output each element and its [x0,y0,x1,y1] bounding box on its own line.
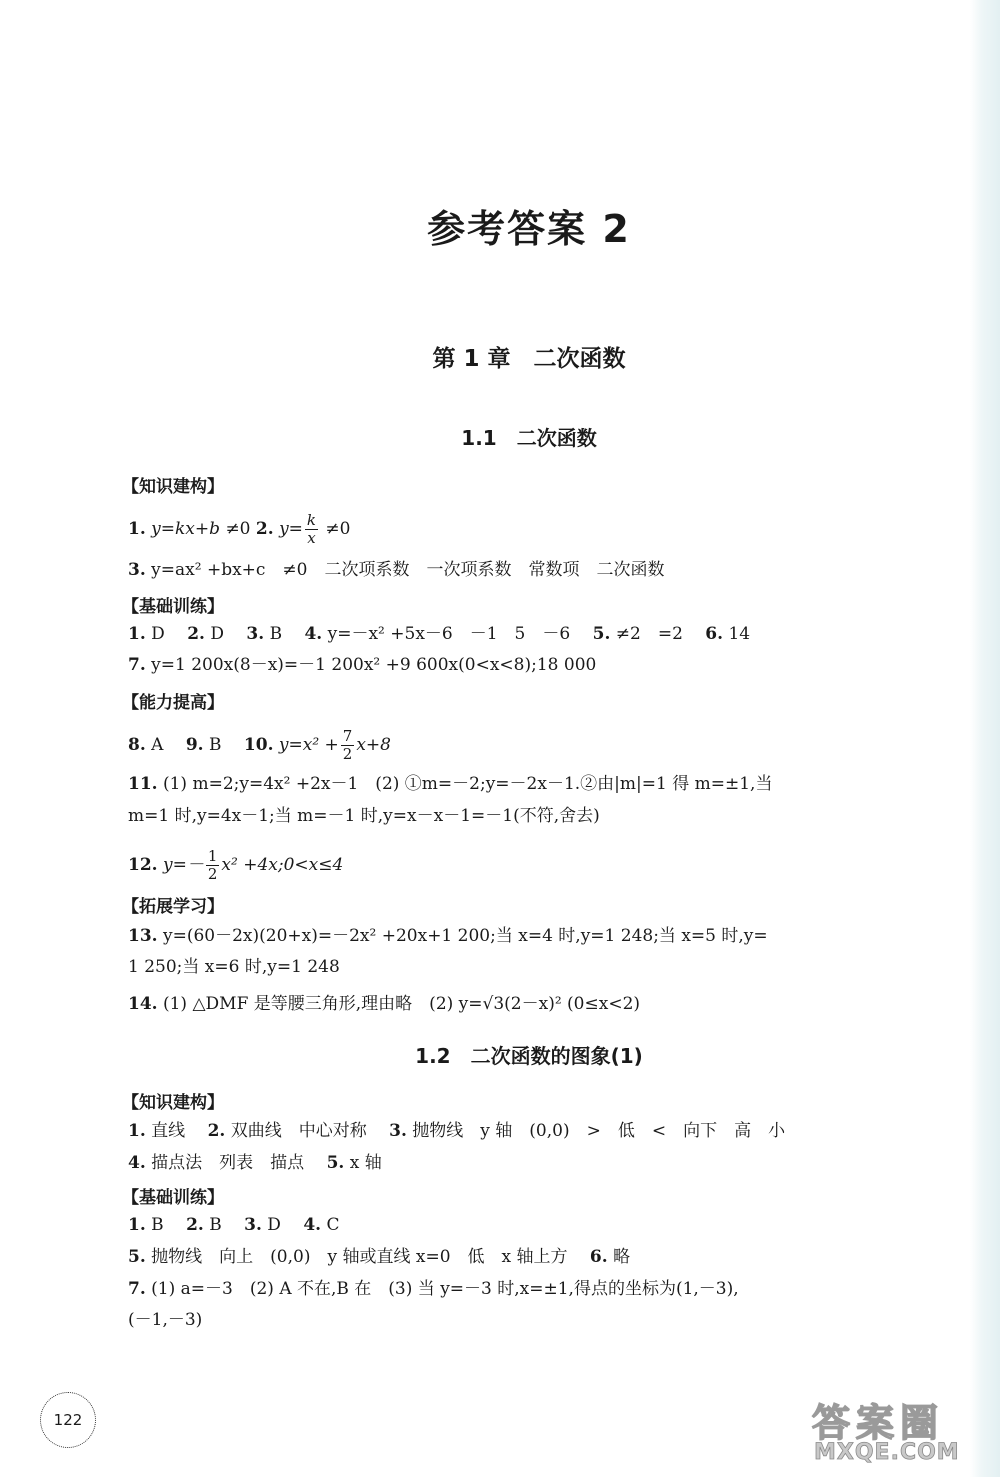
item-number: 3. [389,1121,407,1141]
page-title: 参考答案 2 [427,207,631,251]
tag-knowledge: 【知识建构】 [122,477,224,497]
item-number: 4. [303,1215,322,1235]
watermark-text: 答案圈 [812,1401,945,1445]
answer-text: (1) m=2;y=4x² +2x－1 (2) ①m=－2;y=－2x－1.②由|m|=1 得 m=±1,当 [162,774,773,794]
item-number: 6. [589,1247,608,1267]
fraction [341,728,355,763]
answer-line [128,622,938,646]
answer-text: 抛物线 向上 (0,0) y 轴或直线 x=0 低 x 轴上方 [151,1247,585,1267]
item-number: 7. [128,1279,146,1299]
answer-line [128,1213,938,1237]
answer-line [128,728,938,763]
answer-text: D [210,624,241,644]
answer-line [128,848,938,883]
denominator: 2 [207,865,218,883]
item-number: 3. [128,560,146,580]
answer-text: y= [279,519,303,539]
answer-line [128,924,938,948]
answer-text: 描点法 列表 描点 [151,1153,322,1173]
item-number: 11. [128,774,158,794]
answer-text: ≠0 [325,519,351,539]
fraction [305,512,318,547]
answer-text: x 轴 [349,1153,382,1173]
answer-line [128,1245,938,1269]
answer-line [128,1119,938,1143]
item-number: 14. [128,994,158,1014]
item-number: 1. [128,624,146,644]
item-number: 8. [128,735,146,755]
answer-text: B [269,624,300,644]
fraction [206,848,220,883]
item-number: 9. [185,735,204,755]
answer-text: C [326,1215,340,1235]
item-number: 2. [255,519,274,539]
answer-text: (1) a=－3 (2) A 不在,B 在 (3) 当 y=－3 时,x=±1,得点的坐标为(1,－3), [151,1279,739,1299]
answer-text: (1) △DMF 是等腰三角形,理由略 (2) y=√3(2－x)² (0≤x<2) [162,994,641,1014]
denominator: x [307,529,316,547]
item-number: 3. [246,624,265,644]
item-number: 1. [128,519,146,539]
item-number: 5. [592,624,611,644]
answer-line [128,772,938,796]
answer-text: 14 [728,624,751,644]
answer-line [128,804,938,828]
item-number: 2. [207,1121,226,1141]
item-number: 5. [128,1247,146,1267]
answer-text: B [151,1215,181,1235]
answer-text: D [151,624,182,644]
answer-text: D [267,1215,298,1235]
answer-text: B [209,1215,239,1235]
watermark-url: MXQE.COM [814,1440,960,1465]
answer-line [128,512,938,547]
answer-text: m=1 时,y=4x－1;当 m=－1 时,y=x－x－1=－1(不符,舍去) [128,806,600,826]
item-number: 4. [128,1153,146,1173]
item-number: 12. [128,855,158,875]
tag-extend: 【拓展学习】 [122,897,224,917]
item-number: 6. [705,624,724,644]
item-number: 1. [128,1121,146,1141]
item-number: 1. [128,1215,146,1235]
answer-text: 抛物线 y 轴 (0,0) > 低 < 向下 高 小 [412,1121,786,1141]
item-number: 4. [304,624,323,644]
answer-line [128,992,938,1016]
answer-text: x² +4x;0<x≤4 [221,855,344,875]
answer-line [128,558,938,582]
answer-text: x+8 [356,735,391,755]
answer-text: A [151,735,181,755]
chapter-title: 第 1 章 二次函数 [432,346,626,372]
answer-text: 1 250;当 x=6 时,y=1 248 [128,957,340,977]
answer-text: 略 [613,1247,631,1267]
item-number: 2. [187,624,205,644]
item-number: 13. [128,926,158,946]
answer-line [128,1151,938,1175]
section-title-1-2: 1.2 二次函数的图象(1) [415,1044,643,1068]
page-number: 122 [40,1392,96,1448]
answer-text: y=(60－2x)(20+x)=－2x² +20x+1 200;当 x=4 时,y=1 248;当 x=5 时,y= [162,926,768,946]
tag-knowledge: 【知识建构】 [122,1093,224,1113]
answer-text: y=－ [162,855,204,875]
answer-text: ≠0 [225,519,251,539]
answer-text: y=－x² +5x－6 －1 5 －6 [327,624,588,644]
denominator: 2 [342,745,353,763]
item-number: 5. [326,1153,345,1173]
section-title-1-1: 1.1 二次函数 [461,426,597,450]
answer-text: ≠2 =2 [615,624,700,644]
watermark-logo [812,1392,972,1468]
answer-line [128,653,938,677]
tag-basic: 【基础训练】 [122,597,224,617]
answer-text: y=ax² +bx+c ≠0 二次项系数 一次项系数 常数项 二次函数 [151,560,665,580]
item-number: 7. [128,655,146,675]
answer-text: y=x² + [278,735,339,755]
answer-text: B [209,735,239,755]
answer-text: y=kx+b [151,519,221,539]
tag-improve: 【能力提高】 [122,693,224,713]
numerator: 7 [342,727,353,745]
tag-basic: 【基础训练】 [122,1188,224,1208]
answer-text: (－1,－3) [128,1310,203,1330]
numerator: k [306,511,317,529]
item-number: 2. [186,1215,204,1235]
answer-line [128,1277,938,1301]
answer-text: y=1 200x(8－x)=－1 200x² +9 600x(0<x<8);18 000 [151,655,597,675]
answer-text: 直线 [151,1121,203,1141]
item-number: 10. [243,735,274,755]
answer-line [128,955,938,979]
item-number: 3. [244,1215,262,1235]
answer-line [128,1308,938,1332]
numerator: 1 [207,847,218,865]
answer-text: 双曲线 中心对称 [230,1121,384,1141]
